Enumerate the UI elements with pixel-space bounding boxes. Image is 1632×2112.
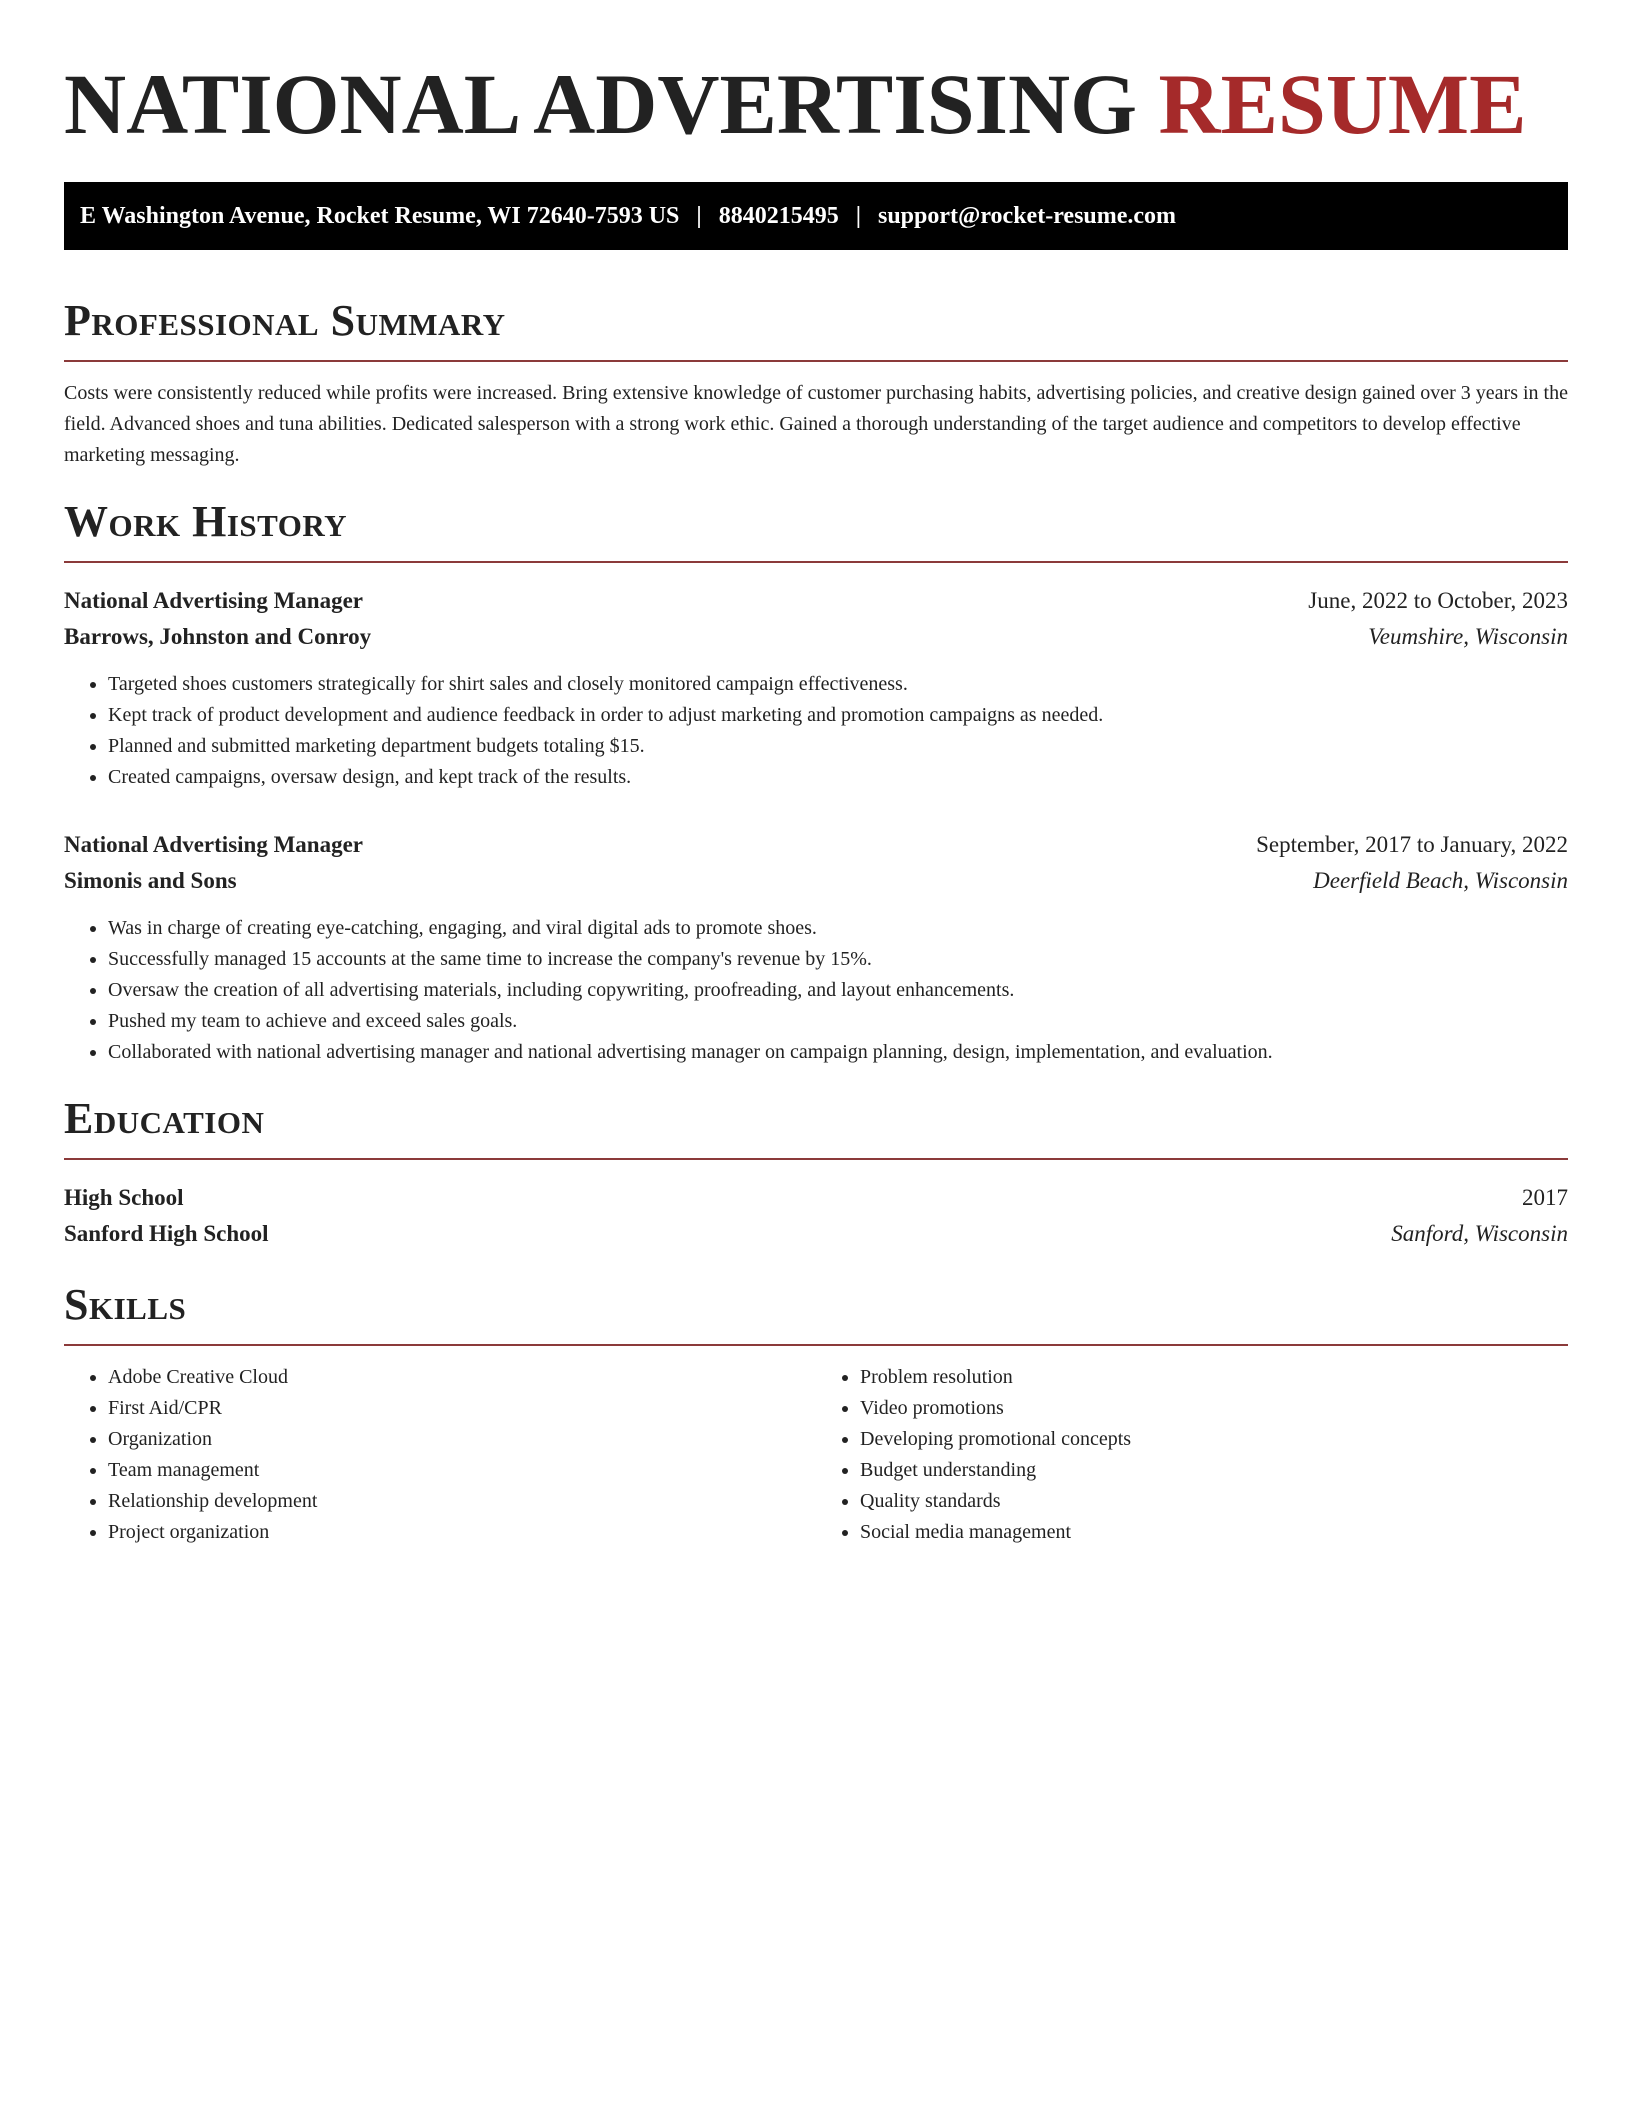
contact-phone: 8840215495 [718,202,839,229]
job-title: National Advertising Manager [64,832,363,857]
list-item: • Collaborated with national advertising manager and national advertising manager on campaign planning, design, implementation, and evaluation. [108,1037,1568,1068]
list-item: • Kept track of product development and audience feedback in order to adjust marketing and promotion campaigns as needed. [108,700,1568,731]
job-company-row [64,619,1568,655]
education-heading: Education [64,1094,265,1143]
job-company: Barrows, Johnston and Conroy [64,624,372,649]
job-company-row [64,863,1568,899]
list-item: • Was in charge of creating eye-catching, engaging, and viral digital ads to promote shoes. [108,913,1568,944]
list-item: • Oversaw the creation of all advertising materials, including copywriting, proofreading, and layout enhancements. [108,975,1568,1006]
list-item: • Pushed my team to achieve and exceed sales goals. [108,1006,1568,1037]
job-entry [64,827,1568,1068]
education-degree-row [64,1180,1568,1216]
list-item: • Planned and submitted marketing department budgets totaling $15. [108,731,1568,762]
education-location: Sanford, Wisconsin [1391,1221,1568,1246]
summary-heading: Professional Summary [64,296,506,345]
skill-item: • Developing promotional concepts [860,1424,1568,1455]
list-item: • Created campaigns, oversaw design, and kept track of the results. [108,762,1568,793]
skills-columns [64,1362,1568,1548]
contact-bar [64,182,1568,250]
education-school-row [64,1216,1568,1252]
job-bullets [64,669,1568,793]
contact-address: E Washington Avenue, Rocket Resume, WI 72640-7593 US [80,202,680,229]
list-item: • Targeted shoes customers strategically for shirt sales and closely monitored campaign effectiveness. [108,669,1568,700]
contact-email: support@rocket-resume.com [877,202,1177,229]
section-divider [64,360,1568,362]
section-divider [64,1158,1568,1160]
skill-item: • Organization [108,1424,816,1455]
job-dates: September, 2017 to January, 2022 [1256,832,1568,857]
work-history-heading: Work History [64,497,348,546]
skill-item: • Budget understanding [860,1455,1568,1486]
contact-separator: | [696,202,702,229]
resume-title [64,54,1568,154]
title-accent: RESUME [1158,56,1527,152]
education-degree: High School [64,1185,184,1210]
education-year: 2017 [1522,1185,1568,1210]
section-divider [64,561,1568,563]
skill-item: • First Aid/CPR [108,1393,816,1424]
education-entry [64,1180,1568,1252]
job-company: Simonis and Sons [64,868,237,893]
job-dates: June, 2022 to October, 2023 [1308,588,1568,613]
skill-item: • Video promotions [860,1393,1568,1424]
section-divider [64,1344,1568,1346]
skills-left-list [64,1362,816,1548]
job-title-row [64,583,1568,619]
skill-item: • Team management [108,1455,816,1486]
job-bullets [64,913,1568,1068]
skill-item: • Problem resolution [860,1362,1568,1393]
skill-item: • Project organization [108,1517,816,1548]
skills-right-list [816,1362,1568,1548]
education-school: Sanford High School [64,1221,269,1246]
skills-heading: Skills [64,1280,187,1329]
contact-separator: | [855,202,861,229]
skill-item: • Relationship development [108,1486,816,1517]
skill-item: • Quality standards [860,1486,1568,1517]
job-location: Veumshire, Wisconsin [1368,624,1568,649]
skill-item: • Social media management [860,1517,1568,1548]
skill-item: • Adobe Creative Cloud [108,1362,816,1393]
job-title-row [64,827,1568,863]
title-main: NATIONAL ADVERTISING [64,56,1138,152]
job-entry [64,583,1568,793]
list-item: • Successfully managed 15 accounts at the same time to increase the company's revenue by 15%. [108,944,1568,975]
job-location: Deerfield Beach, Wisconsin [1313,868,1568,893]
job-title: National Advertising Manager [64,588,363,613]
summary-text: Costs were consistently reduced while profits were increased. Bring extensive knowledge of customer purchasing habits, advertising policies, and creative design gained over 3 years in the field. Advanced shoes and tuna abilities. Dedicated salesperson with a strong work ethic. Gained a thorough understanding of the target audience and competitors to develop effective marketing messaging. [64,382,1568,466]
